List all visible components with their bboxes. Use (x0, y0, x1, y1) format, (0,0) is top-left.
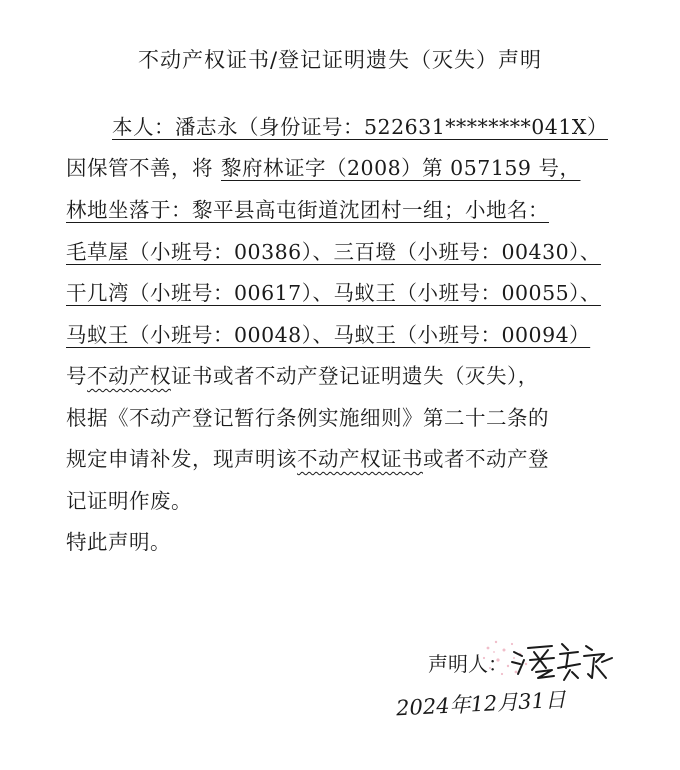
plot-line-2: 干几湾（小班号：00617）、马蚁王（小班号：00055）、 (66, 281, 601, 305)
number-suffix: 号 (66, 364, 87, 388)
closing-line: 特此声明。 (66, 530, 171, 554)
declarant-label: 声明人： (428, 652, 508, 676)
reason-text: 因保管不善，将 (66, 156, 213, 180)
reissue-text: 规定申请补发，现声明该 (66, 447, 297, 471)
declarant-line: 本人：潘志永（身份证号：522631********041X） (112, 115, 608, 139)
location-line: 林地坐落于：黎平县高屯街道沈团村一组；小地名： (66, 198, 549, 222)
reissue-tail: 或者不动产登 (423, 447, 549, 471)
void-line: 记证明作废。 (66, 489, 192, 513)
certificate-line (66, 151, 580, 181)
certificate-number: 黎府林证字（2008）第 057159 号， (221, 156, 581, 180)
signature-date: 2024年12月31日 (395, 687, 567, 721)
page-title: 不动产权证书/登记证明遗失（灭失）声明 (137, 48, 543, 72)
property-right-highlight: 不动产权 (87, 364, 171, 388)
regulation-line: 根据《不动产登记暂行条例实施细则》第二十二条的 (66, 406, 549, 430)
loss-text: 证书或者不动产登记证明遗失（灭失）， (171, 364, 539, 388)
handwritten-signature (508, 638, 618, 682)
plot-line-3: 马蚁王（小班号：00048）、马蚁王（小班号：00094） (66, 323, 591, 347)
reissue-line (66, 442, 549, 472)
plot-line-1: 毛草屋（小班号：00386）、三百墱（小班号：00430）、 (66, 240, 601, 264)
loss-statement-line (66, 359, 539, 389)
certificate-highlight: 不动产权证书 (297, 447, 423, 471)
